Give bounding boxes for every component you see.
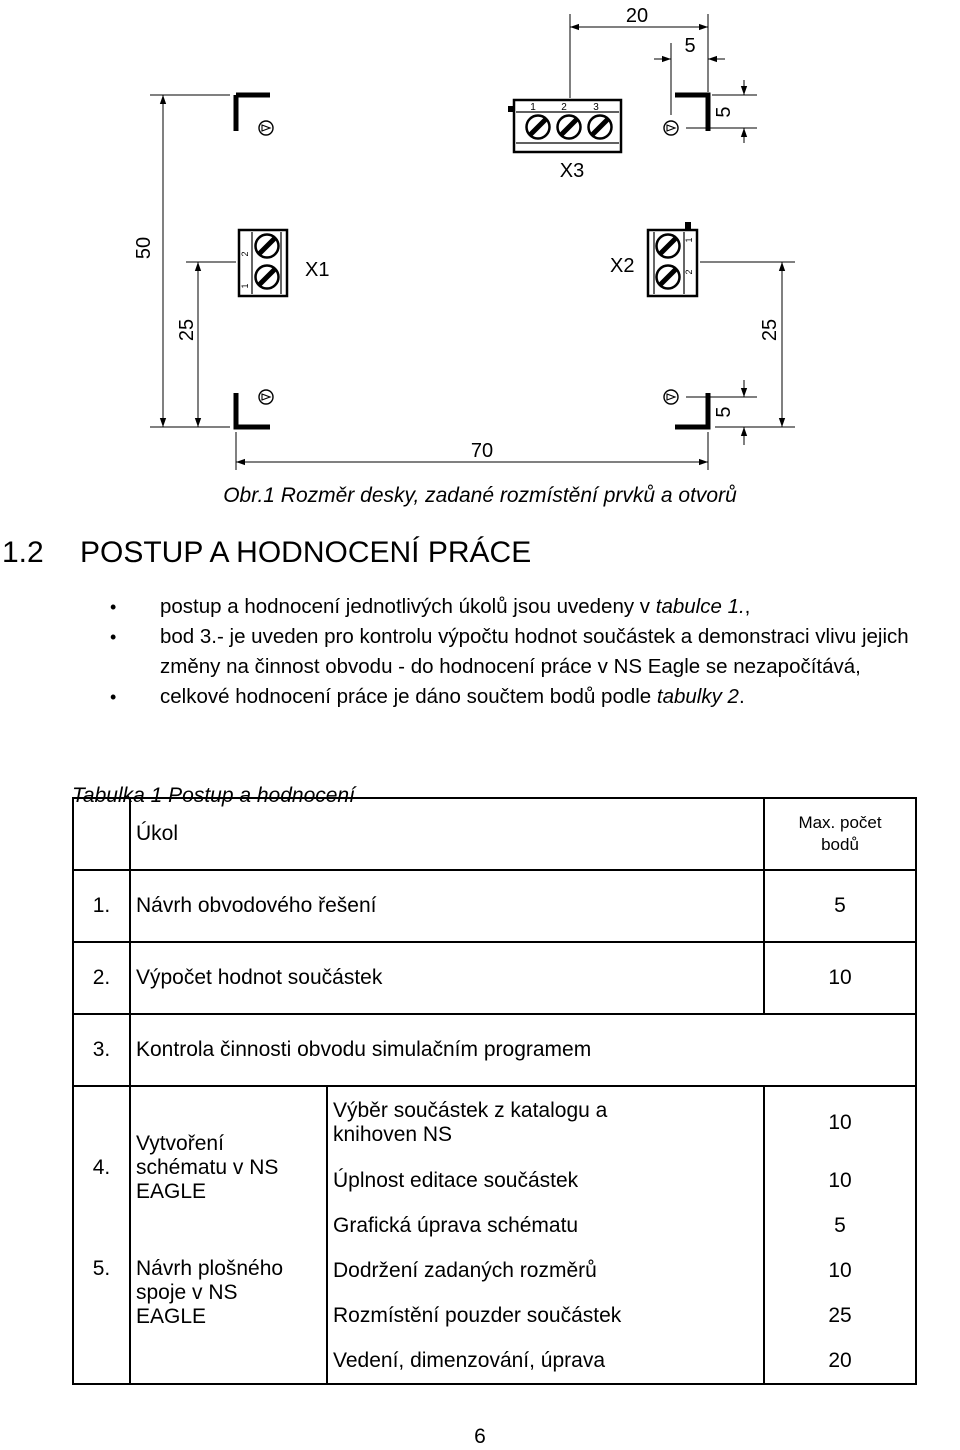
bullet-icon: • bbox=[110, 687, 117, 707]
x1-label: X1 bbox=[305, 259, 330, 281]
table-row bbox=[73, 1086, 916, 1158]
row-task-group bbox=[130, 1086, 327, 1248]
section-title: POSTUP A HODNOCENÍ PRÁCE bbox=[80, 536, 532, 569]
header-max-line1: Max. počet bbox=[798, 813, 882, 833]
mounting-hole-bottom-right bbox=[664, 390, 678, 404]
subtask-text: knihoven NS bbox=[333, 1122, 453, 1146]
screw-icon bbox=[256, 266, 279, 289]
svg-text:20: 20 bbox=[625, 5, 649, 27]
bullet-text: bod 3.- je uveden pro kontrolu výpočtu hodnot součástek a demonstraci vlivu jejich změny na činnost obvodu - do hodnocení práce v NS Eagle se nezapočítává, bbox=[160, 625, 909, 678]
svg-text:70: 70 bbox=[470, 440, 494, 462]
row-points: 25 bbox=[764, 1294, 916, 1339]
screw-icon bbox=[589, 116, 612, 139]
bullet-icon: • bbox=[110, 597, 117, 617]
row-number: 1. bbox=[73, 870, 130, 942]
list-item bbox=[110, 592, 960, 622]
x3-label: X3 bbox=[559, 160, 585, 182]
group-label-line: Vytvoření bbox=[136, 1132, 224, 1156]
connector-x2 bbox=[648, 222, 697, 296]
group-label-line: spoje v NS bbox=[136, 1280, 238, 1304]
header-max-line2: bodů bbox=[821, 835, 859, 855]
section-heading bbox=[2, 536, 531, 570]
row-points: 5 bbox=[764, 870, 916, 942]
svg-text:50: 50 bbox=[133, 236, 155, 260]
header-cell-task: Úkol bbox=[130, 798, 764, 870]
header-cell-max-points bbox=[764, 798, 916, 870]
row-points: 10 bbox=[764, 942, 916, 1014]
mounting-hole-top-left bbox=[259, 121, 273, 135]
group-label-line: Návrh plošného bbox=[136, 1256, 284, 1280]
mounting-hole-bottom-left bbox=[259, 390, 273, 404]
x2-pin-2: 2 bbox=[684, 269, 694, 275]
dimension-left-25 bbox=[176, 262, 236, 427]
connector-x1 bbox=[239, 230, 287, 296]
svg-text:5: 5 bbox=[684, 35, 696, 57]
bullet-text: , bbox=[744, 595, 751, 618]
row-task: Kontrola činnosti obvodu simulačním programem bbox=[130, 1014, 916, 1086]
table-row bbox=[73, 942, 916, 1014]
row-task: Návrh obvodového řešení bbox=[130, 870, 764, 942]
list-item bbox=[110, 622, 960, 682]
svg-text:25: 25 bbox=[759, 318, 781, 342]
dimension-right-top-5 bbox=[686, 80, 757, 143]
board-dimension-drawing bbox=[0, 0, 960, 480]
row-points: 10 bbox=[764, 1086, 916, 1158]
bullet-text: . bbox=[738, 685, 745, 708]
screw-icon bbox=[527, 116, 550, 139]
screw-icon bbox=[657, 235, 680, 258]
row-number: 3. bbox=[73, 1014, 130, 1086]
x2-label: X2 bbox=[610, 255, 635, 277]
mounting-hole-top-right bbox=[664, 121, 678, 135]
screw-icon bbox=[657, 266, 680, 289]
group-label-line: EAGLE bbox=[136, 1304, 207, 1328]
x3-pin-3: 3 bbox=[593, 102, 599, 113]
row-subtask: Rozmístění pouzder součástek bbox=[327, 1294, 764, 1339]
group-label-line: schématu v NS bbox=[136, 1156, 279, 1180]
table-caption: Tabulka 1 Postup a hodnocení bbox=[72, 784, 355, 807]
table-reference: tabulce 1. bbox=[655, 595, 745, 618]
svg-text:5: 5 bbox=[713, 106, 735, 118]
section-number: 1.2 bbox=[2, 536, 44, 569]
row-number: 4. bbox=[73, 1086, 130, 1248]
svg-text:25: 25 bbox=[176, 318, 198, 342]
table-reference: tabulky 2 bbox=[656, 685, 739, 708]
row-subtask: Grafická úprava schématu bbox=[327, 1204, 764, 1249]
bullet-text: celkové hodnocení práce je dáno součtem bodů podle bbox=[160, 685, 657, 708]
dimension-left-50 bbox=[133, 95, 230, 427]
row-task: Výpočet hodnot součástek bbox=[130, 942, 764, 1014]
x1-pin-1: 1 bbox=[240, 283, 250, 289]
figure-caption: Obr.1 Rozměr desky, zadané rozmístění prvků a otvorů bbox=[223, 484, 737, 507]
row-task-group bbox=[130, 1249, 327, 1384]
table-header-row bbox=[73, 798, 916, 870]
table-row bbox=[73, 870, 916, 942]
row-points: 10 bbox=[764, 1159, 916, 1204]
row-points: 20 bbox=[764, 1339, 916, 1384]
x1-pin-2: 2 bbox=[240, 251, 250, 257]
svg-text:5: 5 bbox=[713, 406, 735, 418]
row-number: 5. bbox=[73, 1249, 130, 1384]
row-subtask bbox=[327, 1086, 764, 1158]
row-points: 10 bbox=[764, 1249, 916, 1294]
header-cell-number bbox=[73, 798, 130, 870]
row-number: 2. bbox=[73, 942, 130, 1014]
x3-pin-2: 2 bbox=[561, 102, 567, 113]
table-row bbox=[73, 1249, 916, 1294]
screw-icon bbox=[558, 116, 581, 139]
screw-icon bbox=[256, 235, 279, 258]
table-row bbox=[73, 1014, 916, 1086]
bullet-list bbox=[110, 592, 960, 712]
list-item bbox=[110, 682, 960, 712]
subtask-text: Výběr součástek z katalogu a bbox=[333, 1098, 608, 1122]
x3-pin-1: 1 bbox=[530, 102, 536, 113]
group-label-line: EAGLE bbox=[136, 1180, 207, 1204]
bullet-text: postup a hodnocení jednotlivých úkolů jsou uvedeny v bbox=[160, 595, 656, 618]
row-subtask: Dodržení zadaných rozměrů bbox=[327, 1249, 764, 1294]
bullet-icon: • bbox=[110, 627, 117, 647]
x2-pin-1: 1 bbox=[684, 237, 694, 243]
dimension-right-bottom-5 bbox=[686, 380, 757, 445]
board-corner-bottom-right bbox=[675, 393, 708, 427]
connector-x3 bbox=[508, 100, 621, 152]
evaluation-table bbox=[72, 797, 917, 1385]
dimension-bottom-70 bbox=[236, 432, 708, 470]
row-points: 5 bbox=[764, 1204, 916, 1249]
dimension-right-25 bbox=[700, 262, 795, 427]
row-subtask: Vedení, dimenzování, úprava bbox=[327, 1339, 764, 1384]
board-corner-top-right bbox=[675, 95, 708, 131]
dimension-top-5 bbox=[654, 35, 725, 115]
page-number: 6 bbox=[474, 1425, 486, 1448]
row-subtask: Úplnost editace součástek bbox=[327, 1159, 764, 1204]
